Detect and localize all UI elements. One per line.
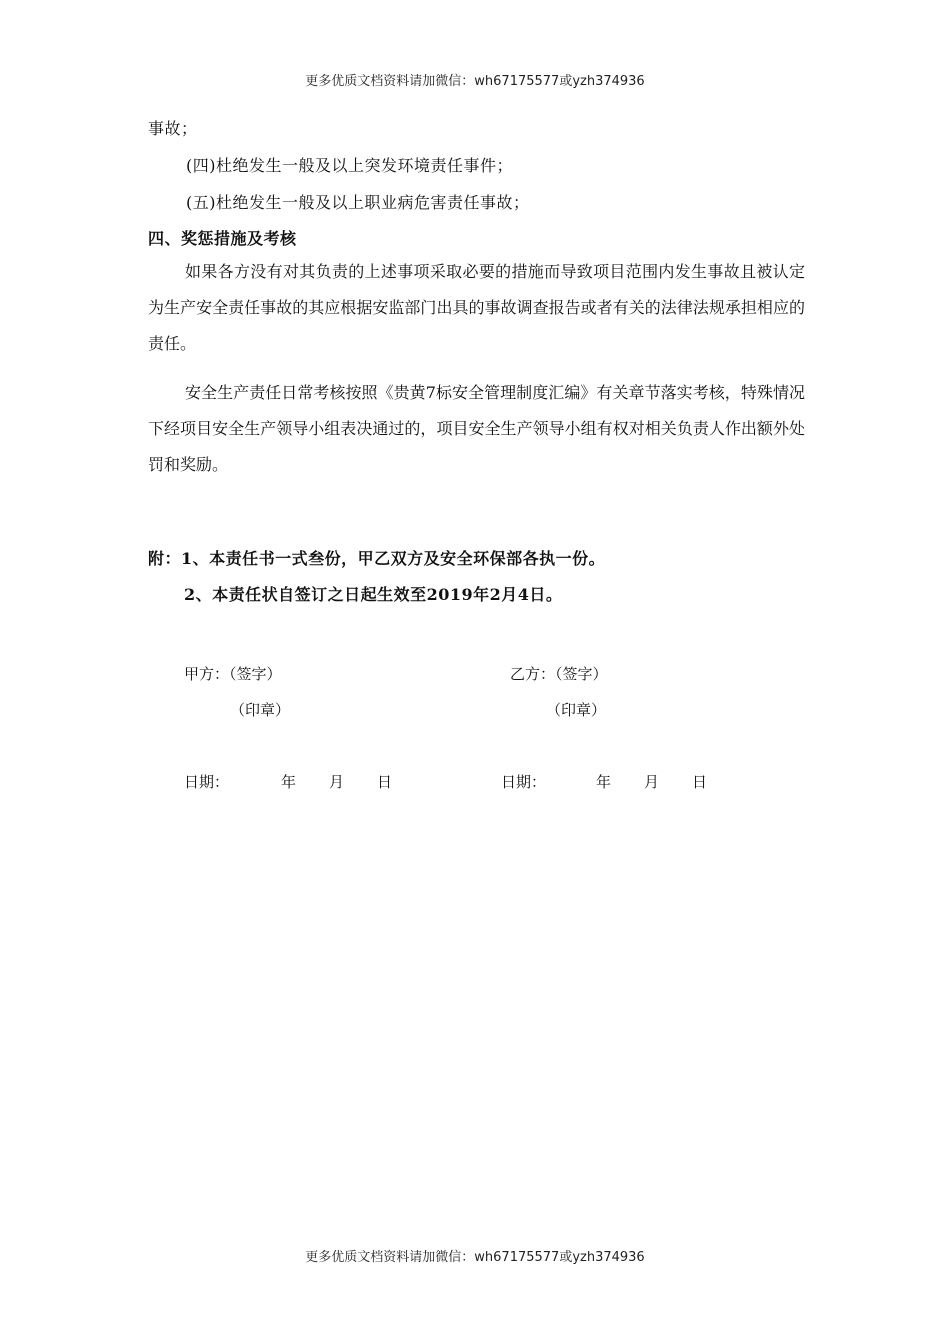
party-a-date-day: 日 <box>377 773 393 791</box>
party-a-date-year: 年 <box>281 773 297 791</box>
party-a-signature-label: 甲方：（签字） <box>184 665 282 683</box>
item-five: (五)杜绝发生一般及以上职业病危害责任事故； <box>186 193 530 212</box>
section-heading: 四、奖惩措施及考核 <box>148 229 297 248</box>
party-b-date-label: 日期： <box>501 773 547 791</box>
appendix-item-two: 2、本责任状自签订之日起生效至2019年2月4日。 <box>184 585 563 604</box>
item-four: (四)杜绝发生一般及以上突发环境责任事件； <box>186 156 513 175</box>
page-footer: 更多优质文档资料请加微信：wh67175577或yzh374936 <box>305 1250 645 1265</box>
party-b-date-day: 日 <box>692 773 708 791</box>
paragraph-assessment: 安全生产责任日常考核按照《贵黄7标安全管理制度汇编》有关章节落实考核，特殊情况下经项目安全生产领导小组表决通过的，项目安全生产领导小组有权对相关负责人作出额外处罚和奖励。 <box>148 383 805 474</box>
party-b-stamp-label: （印章） <box>546 701 607 719</box>
party-b-date-month: 月 <box>644 773 660 791</box>
appendix-item-one: 附：1、本责任书一式叁份，甲乙双方及安全环保部各执一份。 <box>148 549 606 568</box>
page-header: 更多优质文档资料请加微信：wh67175577或yzh374936 <box>305 74 645 89</box>
party-a-stamp-label: （印章） <box>230 701 291 719</box>
party-a-date-label: 日期： <box>184 773 230 791</box>
paragraph-responsibility: 如果各方没有对其负责的上述事项采取必要的措施而导致项目范围内发生事故且被认定为生产安全责任事故的其应根据安监部门出具的事故调查报告或者有关的法律法规承担相应的责任。 <box>148 262 805 353</box>
party-a-date-month: 月 <box>329 773 345 791</box>
continued-line: 事故； <box>148 119 198 138</box>
party-b-signature-label: 乙方：（签字） <box>510 665 608 683</box>
party-b-date-year: 年 <box>596 773 612 791</box>
